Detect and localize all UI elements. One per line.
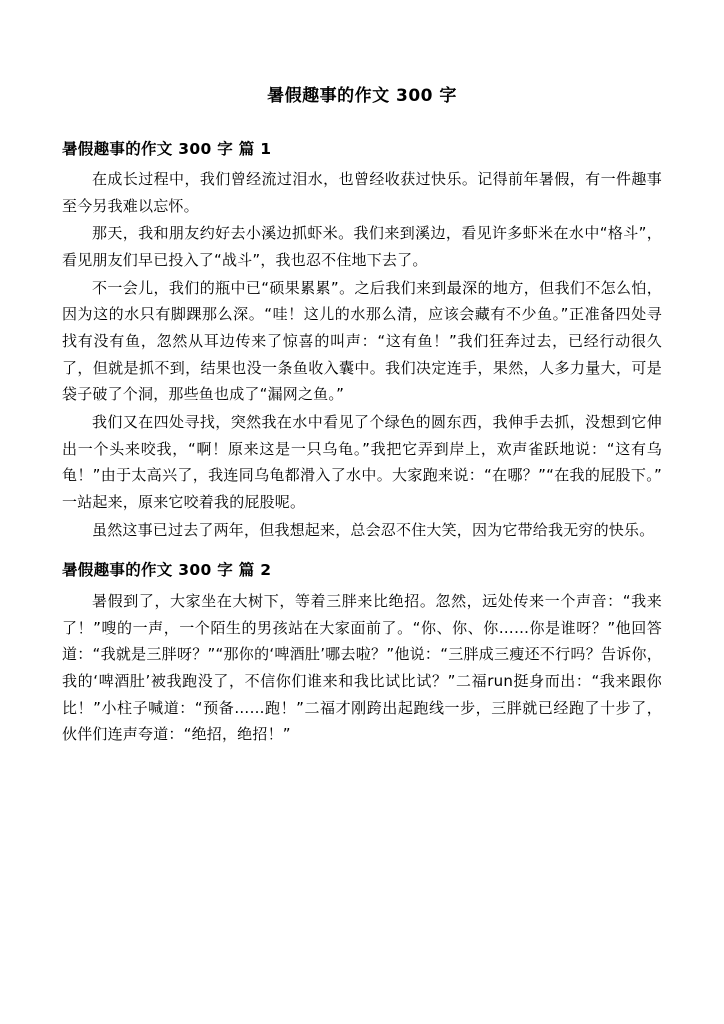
paragraph: 那天，我和朋友约好去小溪边抓虾米。我们来到溪边，看见许多虾米在水中“格斗”，看见朋友们早已投入了“战斗”，我也忍不住地下去了。 — [62, 224, 662, 269]
section-2 — [62, 557, 662, 747]
section-heading-1: 暑假趣事的作文 300 字 篇 1 — [62, 139, 272, 158]
paragraph: 我们又在四处寻找，突然我在水中看见了个绿色的圆东西，我伸手去抓，没想到它伸出一个头来咬我，“啊！原来这是一只乌龟。”我把它弄到岸上，欢声雀跃地说：“这有乌龟！”由于太高兴了，我连同乌龟都滑入了水中。大家跑来说：“在哪？”“在我的屁股下。”一站起来，原来它咬着我的屁股呢。 — [62, 413, 662, 512]
section-heading-2: 暑假趣事的作文 300 字 篇 2 — [62, 561, 272, 580]
paragraph: 暑假到了，大家坐在大树下，等着三胖来比绝招。忽然，远处传来一个声音：“我来了！”嗖的一声，一个陌生的男孩站在大家面前了。“你、你、你……你是谁呀？”他回答道：“我就是三胖呀？”“那你的‘啤酒肚’哪去啦？”他说：“三胖成三瘦还不行吗？告诉你，我的‘啤酒肚’被我跑没了，不信你们谁来和我比试比试？”二福run挺身而出：“我来跟你比！”小柱子喊道：“预备……跑！”二福才刚跨出起跑线一步，三胖就已经跑了十步了，伙伴们连声夸道：“绝招，绝招！” — [62, 591, 662, 744]
paragraph: 不一会儿，我们的瓶中已“硕果累累”。之后我们来到最深的地方，但我们不怎么怕，因为这的水只有脚踝那么深。“哇！这儿的水那么清，应该会藏有不少鱼。”正准备四处寻找有没有鱼，忽然从耳边传来了惊喜的叫声：“这有鱼！”我们狂奔过去，已经行动很久了，但就是抓不到，结果也没一条鱼收入囊中。我们决定连手，果然，人多力量大，可是袋子破了个洞，那些鱼也成了“漏网之鱼。” — [62, 278, 662, 404]
paragraph: 在成长过程中，我们曾经流过泪水，也曾经收获过快乐。记得前年暑假，有一件趣事至今另我难以忘怀。 — [62, 169, 662, 215]
paragraph: 虽然这事已过去了两年，但我想起来，总会忍不住大笑，因为它带给我无穷的快乐。 — [92, 520, 655, 539]
section-1 — [62, 136, 662, 544]
page-title: 暑假趣事的作文 300 字 — [267, 86, 457, 106]
